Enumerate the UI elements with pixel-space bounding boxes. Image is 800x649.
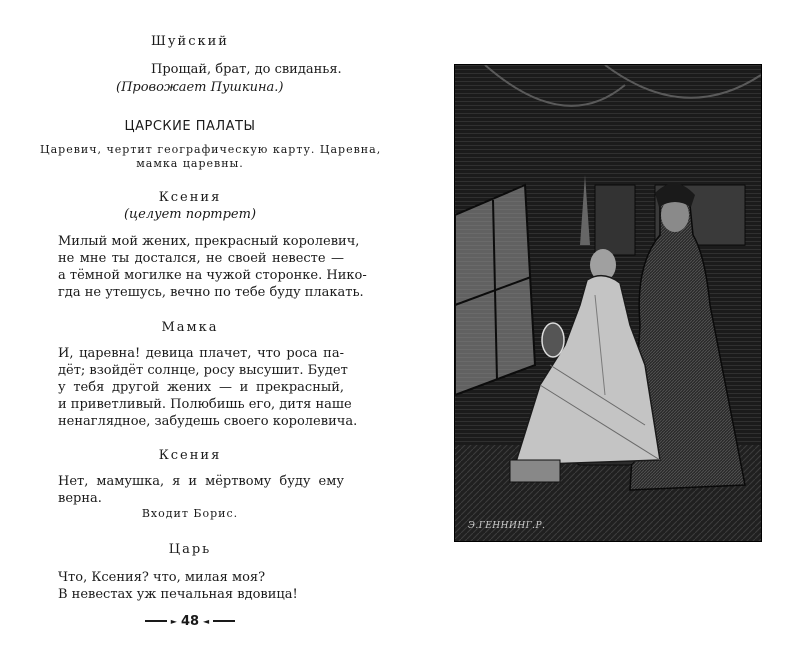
scene-title: ЦАРСКИЕ ПАЛАТЫ: [124, 119, 256, 134]
stage-direction-3: Входит Борис.: [141, 507, 239, 520]
mamka-line: ненаглядное, забудешь своего королевича.: [58, 414, 358, 429]
folio-rule-left: [145, 620, 167, 622]
speaker-mamka: Мамка: [161, 320, 219, 335]
tsar-line: Что, Ксения? что, милая моя?: [58, 570, 266, 585]
folio-arrow-icon: ►: [170, 616, 177, 626]
engraver-signature: Э.ГЕННИНГ.Р.: [468, 521, 546, 531]
xenia-reply-line: верна.: [58, 491, 102, 506]
xenia-line: не мне ты достался, не своей невесте —: [58, 251, 344, 266]
folio-rule-right: [213, 620, 235, 622]
mamka-line: и приветливый. Полюбишь его, дитя наше: [58, 397, 352, 412]
mamka-line: дёт; взойдёт солнце, росу высушит. Будет: [58, 363, 348, 378]
xenia-line: гда не утешусь, вечно по тебе буду плакать.: [58, 285, 364, 300]
mamka-line: у тебя другой жених — и прекрасный,: [58, 380, 344, 395]
portrait-medallion: [542, 323, 564, 357]
xenia-line: Милый мой жених, прекрасный королевич,: [58, 234, 360, 249]
scene-description-2: мамка царевны.: [136, 157, 244, 170]
engraving-illustration: [454, 64, 762, 542]
speaker-xenia: Ксения: [158, 190, 222, 205]
folio-arrow-icon: ◄: [203, 616, 210, 626]
speaker-xenia-2: Ксения: [158, 448, 222, 463]
page-number: [140, 612, 240, 630]
page-number-text: 48: [180, 613, 200, 629]
stage-direction-2: (целует портрет): [123, 207, 257, 222]
speaker-tsar: Царь: [168, 542, 212, 557]
stage-direction-1: (Провожает Пушкина.): [116, 80, 284, 95]
xenia-line: а тёмной могилке на чужой сторонке. Нико-: [58, 268, 367, 283]
scene-description-1: Царевич, чертит географическую карту. Царевна,: [40, 143, 382, 156]
xenia-reply-line: Нет, мамушка, я и мёртвому буду ему: [58, 474, 344, 489]
speaker-shuisky: Шуйский: [151, 34, 229, 49]
tsar-line: В невестах уж печальная вдовица!: [58, 587, 298, 602]
footstool: [510, 460, 560, 482]
mamka-line: И, царевна! девица плачет, что роса па-: [58, 346, 344, 361]
engraving-scene: [455, 65, 761, 541]
shuisky-line: Прощай, брат, до свиданья.: [151, 62, 342, 77]
